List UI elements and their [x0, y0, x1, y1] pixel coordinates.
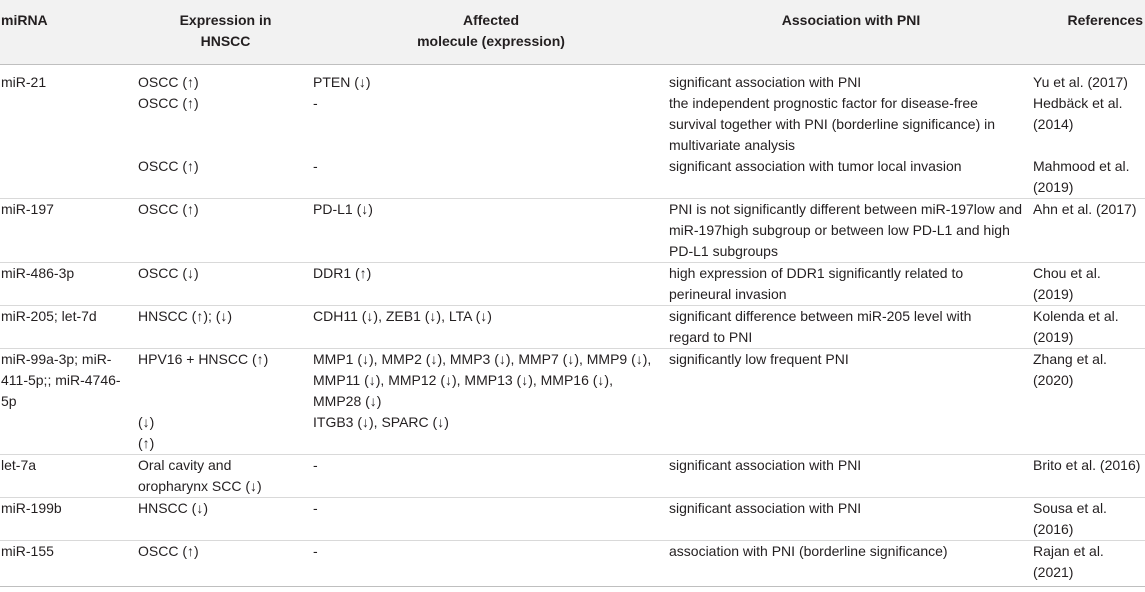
table-header	[0, 0, 1145, 64]
cell-expression: Oral cavity and oropharynx SCC (↓)	[138, 454, 313, 497]
cell-association: significantly low frequent PNI	[669, 348, 1033, 412]
cell-reference: Mahmood et al. (2019)	[1033, 157, 1130, 195]
cell-reference	[1033, 412, 1145, 433]
header-references: References	[1067, 12, 1143, 28]
header-affected-line2: molecule (expression)	[417, 33, 565, 49]
cell-expression: OSCC (↓)	[138, 262, 313, 305]
cell-expression: OSCC (↑)	[138, 540, 313, 586]
header-row	[0, 0, 1145, 64]
cell-mirna	[0, 412, 138, 433]
cell-mirna: miR-205; let-7d	[0, 305, 138, 348]
cell-molecule: CDH11 (↓), ZEB1 (↓), LTA (↓)	[313, 305, 669, 348]
cell-reference: Chou et al. (2019)	[1033, 262, 1145, 305]
cell-association	[669, 412, 1033, 433]
cell-mirna: miR-199b	[0, 497, 138, 540]
cell-molecule: -	[313, 454, 669, 497]
cell-mirna: miR-21	[0, 64, 138, 93]
cell-expression: OSCC (↑)	[138, 157, 199, 174]
cell-reference: Rajan et al. (2021)	[1033, 540, 1145, 586]
cell-reference: Ahn et al. (2017)	[1033, 198, 1145, 262]
cell-molecule: PTEN (↓)	[313, 64, 669, 93]
cell-association: significant association with PNI	[669, 454, 1033, 497]
cell-association: the independent prognostic factor for disease-free survival together with PNI (borderline significance) in multivariate analysis	[669, 94, 996, 153]
cell-molecule: ITGB3 (↓), SPARC (↓)	[313, 413, 449, 430]
cell-reference: Zhang et al. (2020)	[1033, 348, 1145, 412]
header-affected-line1: Affected	[462, 12, 519, 28]
header-expression	[138, 0, 313, 64]
cell-association: significant difference between miR-205 level with regard to PNI	[669, 305, 1033, 348]
table-row	[0, 93, 1145, 156]
cell-expression: OSCC (↑)	[138, 64, 313, 93]
cell-mirna	[0, 433, 138, 455]
cell-reference: Hedbäck et al. (2014)	[1033, 94, 1123, 132]
cell-expression: (↑)	[138, 434, 155, 451]
cell-molecule: PD-L1 (↓)	[313, 198, 669, 262]
cell-mirna: miR-486-3p	[0, 262, 138, 305]
table-row	[0, 156, 1145, 199]
cell-expression: HPV16 + HNSCC (↑)	[138, 348, 313, 412]
cell-molecule: DDR1 (↑)	[313, 262, 669, 305]
table-row	[0, 433, 1145, 455]
table-row	[0, 412, 1145, 433]
table-row	[0, 198, 1145, 262]
cell-association: significant association with PNI	[669, 64, 1033, 93]
cell-association	[669, 433, 1033, 455]
cell-reference: Yu et al. (2017)	[1033, 64, 1145, 93]
cell-molecule: -	[313, 157, 318, 174]
cell-reference	[1033, 433, 1145, 455]
cell-mirna	[0, 93, 138, 156]
cell-reference: Kolenda et al. (2019)	[1033, 305, 1145, 348]
cell-molecule: -	[313, 497, 669, 540]
cell-mirna: miR-155	[0, 540, 138, 586]
cell-expression: (↓)	[138, 413, 155, 430]
cell-association: association with PNI (borderline significance)	[669, 540, 1033, 586]
cell-molecule: MMP1 (↓), MMP2 (↓), MMP3 (↓), MMP7 (↓), MMP9 (↓), MMP11 (↓), MMP12 (↓), MMP13 (↓), MMP16 (↓), MMP28 (↓)	[313, 348, 669, 412]
table-row	[0, 305, 1145, 348]
header-expression-line2: HNSCC	[200, 33, 251, 49]
table-row	[0, 540, 1145, 586]
cell-mirna: miR-197	[0, 198, 138, 262]
cell-reference: Brito et al. (2016)	[1033, 454, 1145, 497]
cell-expression: OSCC (↑)	[138, 198, 313, 262]
table-body	[0, 64, 1145, 586]
header-mirna: miRNA	[1, 12, 48, 28]
cell-molecule: -	[313, 94, 318, 111]
header-expression-line1: Expression in	[179, 12, 272, 28]
cell-mirna: let-7a	[0, 454, 138, 497]
table-row	[0, 348, 1145, 412]
header-affected-molecule	[313, 0, 669, 64]
cell-reference: Sousa et al. (2016)	[1033, 497, 1145, 540]
cell-expression: HNSCC (↑); (↓)	[138, 305, 313, 348]
cell-molecule	[313, 433, 669, 455]
cell-mirna: miR-99a-3p; miR-411-5p;; miR-4746-5p	[0, 348, 138, 412]
table-row	[0, 262, 1145, 305]
cell-mirna	[0, 156, 138, 199]
cell-association: significant association with tumor local invasion	[669, 157, 962, 174]
table-row	[0, 64, 1145, 93]
table-row	[0, 454, 1145, 497]
cell-association: high expression of DDR1 significantly related to perineural invasion	[669, 262, 1033, 305]
table-row	[0, 497, 1145, 540]
cell-molecule: -	[313, 540, 669, 586]
cell-expression: OSCC (↑)	[138, 94, 199, 111]
cell-association: significant association with PNI	[669, 497, 1033, 540]
cell-association: PNI is not significantly different between miR-197low and miR-197high subgroup or between low PD-L1 and high PD-L1 subgroups	[669, 198, 1033, 262]
header-association: Association with PNI	[781, 12, 921, 28]
cell-expression: HNSCC (↓)	[138, 497, 313, 540]
